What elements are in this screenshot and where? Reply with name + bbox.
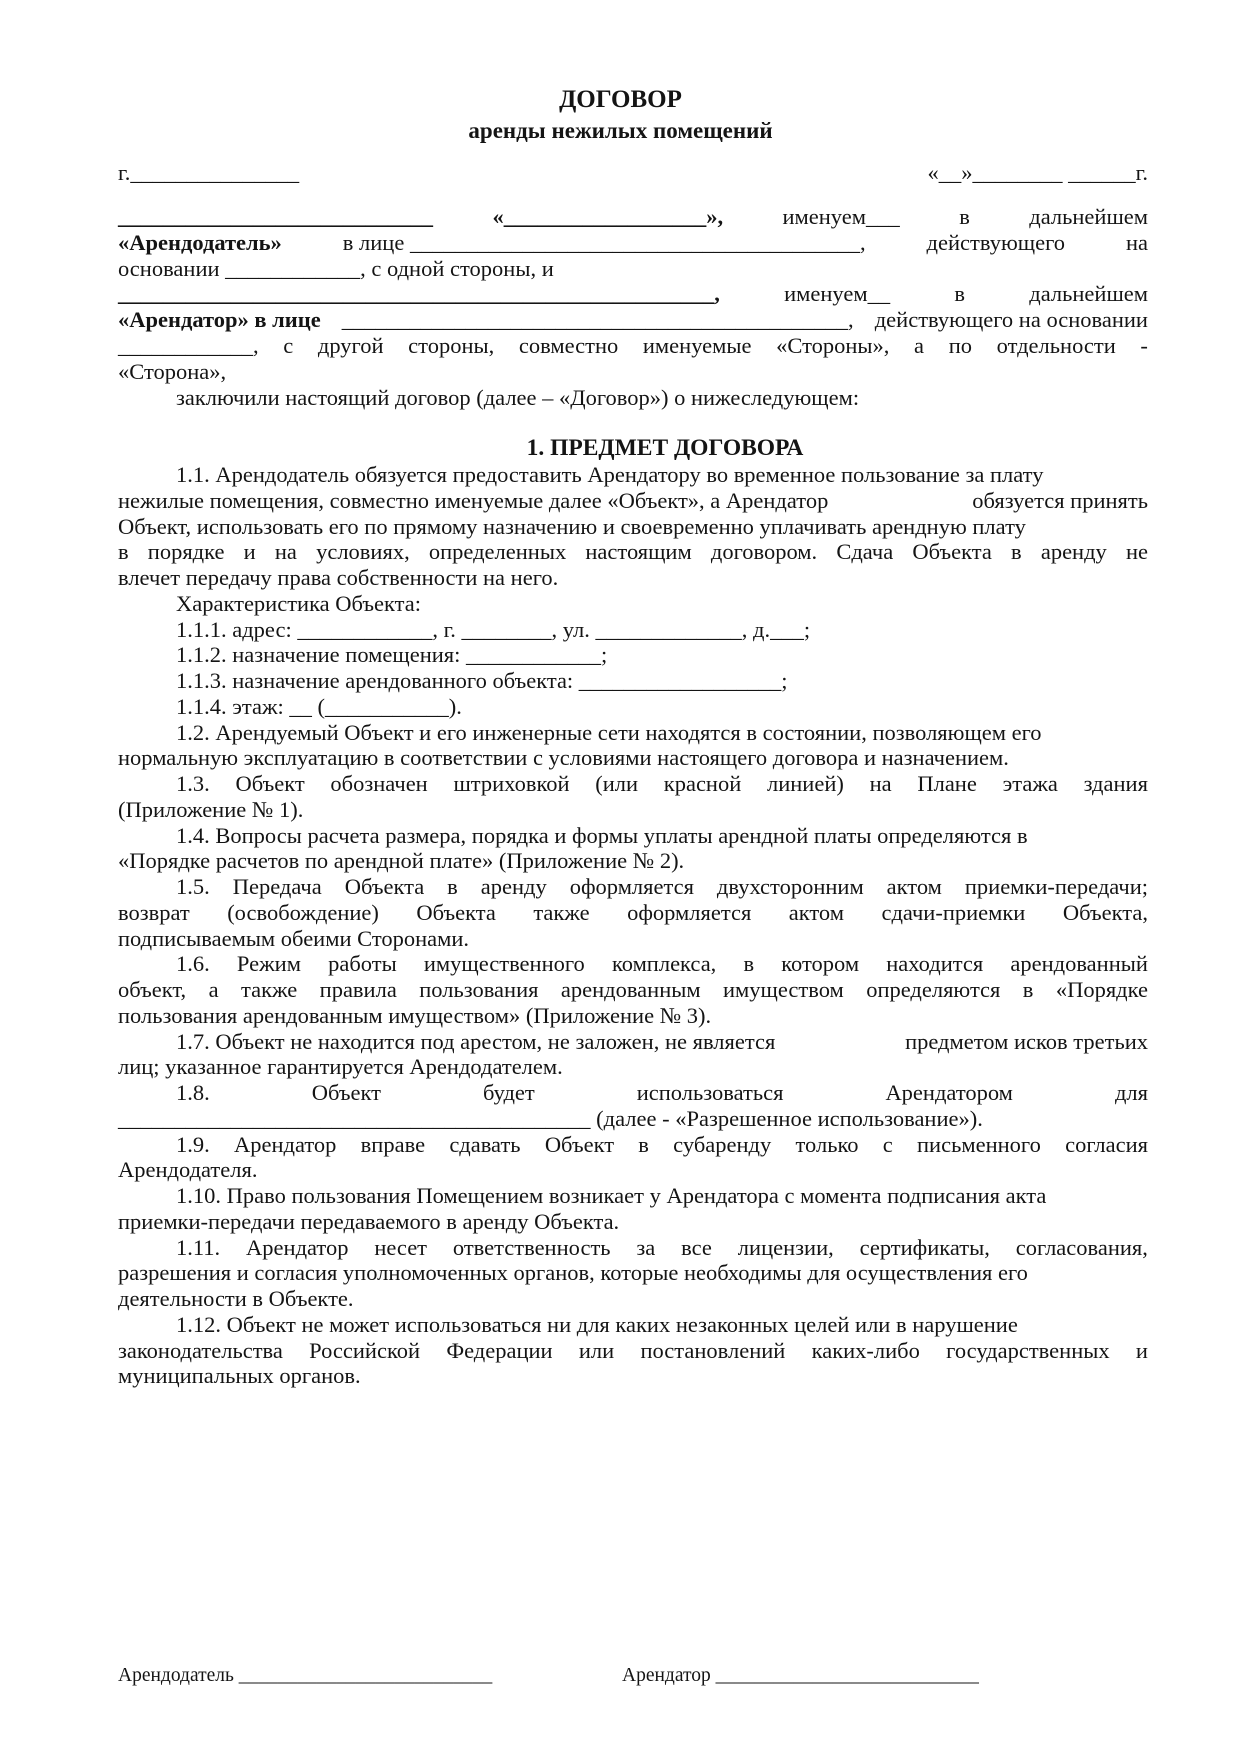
preamble-text: дальнейшем (1029, 204, 1148, 229)
preamble-text: именуемые (642, 333, 752, 358)
preamble-text: отдельности (996, 333, 1116, 358)
clause-line (118, 872, 1148, 901)
clause-text: (освобождение) (227, 899, 379, 925)
clause-line (118, 512, 1148, 541)
clause-text: согласования, (1015, 1234, 1148, 1260)
clause-line (118, 718, 1148, 747)
clause-text: комплекса, (611, 951, 717, 977)
preamble-text: именуем__ (784, 281, 891, 307)
clause-text: имущественного (423, 951, 585, 977)
preamble-line (118, 305, 1148, 334)
clause-text: Объекта (344, 874, 425, 899)
preamble-text: «__________________», (492, 204, 724, 229)
preamble-text: ____________, (118, 333, 259, 358)
clause-text: штриховкой (453, 771, 570, 796)
clause-line: (Приложение № 1). (118, 796, 304, 822)
clause-line (118, 821, 1148, 850)
clause-line: деятельности в Объекте. (118, 1286, 354, 1311)
clause-line (118, 769, 1148, 798)
clause-line (118, 537, 1148, 566)
clause-text: линией) (767, 771, 844, 796)
clause-text: Объект (544, 1131, 615, 1157)
clause-line (118, 1027, 1148, 1056)
clause-text: правила (319, 977, 397, 1002)
preamble-text: совместно (518, 333, 619, 358)
clause-text: Объект (311, 1080, 381, 1105)
clause-text: возврат (118, 899, 190, 925)
clause-text: работы (328, 951, 397, 977)
preamble-text: в (959, 204, 970, 229)
clause-text: оформляется (569, 874, 694, 899)
clause-text: 1.7. Объект не находится под арестом, не заложен, не является (176, 1028, 776, 1054)
clause-text: Федерации (446, 1337, 553, 1363)
clause-text: определенных (428, 539, 567, 565)
clause-text: только (795, 1131, 859, 1157)
clause-text: аренду (1040, 539, 1107, 565)
clause-text: письменного (917, 1131, 1041, 1157)
clause-text: постановлений (640, 1337, 786, 1363)
clause-line: 1.1.1. адрес: ____________, г. ________, ул. _____________, д.___; (176, 616, 811, 642)
section-1-heading: 1. ПРЕДМЕТ ДОГОВОРА (526, 435, 804, 461)
preamble-text: ____________________________ (118, 204, 433, 229)
document-subtitle: аренды нежилых помещений (468, 118, 773, 143)
clause-text: 1.2. Арендуемый Объект и его инженерные сети находятся в состоянии, позволяющем его (176, 719, 1042, 745)
clause-text: 1.8. (176, 1080, 210, 1105)
clause-text: условиях, (316, 539, 410, 565)
clause-text: определяются (866, 977, 1001, 1002)
preamble-line: заключили настоящий договор (далее – «Договор») о нижеследующем: (176, 384, 860, 410)
clause-text: имуществом (723, 977, 844, 1002)
clause-line (118, 1233, 1148, 1262)
clause-line (118, 1336, 1148, 1365)
clause-text: Арендатор (234, 1131, 337, 1157)
clause-text: актом (788, 899, 844, 925)
clause-text: каких-либо (811, 1337, 920, 1363)
preamble-text: в лице ________________________________________, (342, 229, 866, 255)
preamble-line (118, 228, 1148, 257)
clause-line: подписываемым обеими Сторонами. (118, 925, 470, 951)
preamble-text: на (1125, 229, 1148, 255)
clause-line (118, 1130, 1148, 1159)
clause-text: нежилые помещения, совместно именуемые далее «Объект», а Арендатор (118, 487, 829, 513)
preamble-text: «Стороны», (776, 333, 890, 358)
clause-text: лицензии, (737, 1234, 834, 1260)
clause-line (118, 460, 1148, 489)
clause-text: 1.4. Вопросы расчета размера, порядка и формы уплаты арендной платы определяются в (176, 822, 1028, 848)
clause-text: Объект, использовать его по прямому назначению и своевременно уплачивать арендную плату (118, 513, 1026, 539)
clause-text: с (882, 1131, 893, 1157)
clause-text: Передача (232, 874, 322, 899)
clause-text: Объекта (912, 539, 992, 565)
clause-text: не (1125, 539, 1148, 565)
clause-line (118, 898, 1148, 927)
clause-text: этажа (1002, 771, 1058, 796)
clause-text: законодательства (118, 1337, 283, 1363)
clause-text: ответственность (452, 1234, 611, 1260)
clause-text: актом (886, 874, 942, 899)
clause-text: арендованный (1010, 951, 1148, 977)
clause-text: Арендатор (246, 1234, 349, 1260)
preamble-text: _____________________________________________, (341, 307, 854, 333)
preamble-text: стороны, (408, 333, 495, 358)
clause-text: двухсторонним (716, 874, 864, 899)
preamble-line (118, 279, 1148, 308)
clause-text: и (243, 539, 256, 565)
clause-text: в (1022, 977, 1034, 1002)
clause-text: Арендатором (885, 1080, 1013, 1105)
clause-text: сертификаты, (859, 1234, 990, 1260)
clause-text: в (1011, 539, 1022, 565)
clause-text: Объекта (416, 899, 496, 925)
clause-text: пользования (419, 977, 539, 1002)
preamble-text: - (1140, 333, 1148, 358)
clause-line: 1.1.2. назначение помещения: ____________; (176, 642, 608, 668)
clause-text: в (743, 951, 755, 977)
clause-text: все (681, 1234, 712, 1260)
clause-text: обязуется принять (972, 487, 1148, 513)
preamble-line: «Сторона», (118, 358, 227, 384)
preamble-text: именуем___ (782, 204, 900, 229)
clause-line: 1.1.3. назначение арендованного объекта: __________________; (176, 668, 788, 693)
clause-text: 1.10. Право пользования Помещением возникает у Арендатора с момента подписания акта (176, 1183, 1047, 1208)
clause-line (118, 486, 1148, 515)
clause-text: субаренду (673, 1131, 772, 1157)
clause-line (118, 1258, 1148, 1287)
clause-text: или (578, 1337, 615, 1363)
clause-text: Режим (236, 951, 301, 977)
city-date-line (118, 158, 1148, 187)
clause-text: здания (1083, 771, 1148, 796)
clause-line: влечет передачу права собственности на него. (118, 565, 559, 590)
clause-text: государственных (946, 1337, 1110, 1363)
landlord-signature: Арендодатель __________________________ (118, 1665, 493, 1686)
clause-text: (или (595, 771, 639, 796)
clause-text: использоваться (636, 1080, 784, 1105)
clause-text: Плане (917, 771, 977, 796)
clause-text: Российской (309, 1337, 421, 1363)
clause-line (118, 949, 1148, 978)
clause-text: приемки-передачи; (964, 874, 1148, 899)
clause-text: на (274, 539, 297, 565)
clause-text: настоящим (585, 539, 692, 565)
clause-text: сдачи-приемки (881, 899, 1026, 925)
preamble-text: по (948, 333, 972, 358)
clause-text: порядке (147, 539, 225, 565)
clause-text: также (240, 977, 298, 1002)
clause-text: в (118, 539, 129, 565)
date-field: «__»________ ______г. (927, 160, 1148, 185)
clause-text: арендованным (560, 977, 701, 1002)
preamble-text: а (914, 333, 925, 358)
clause-text: оформляется (627, 899, 752, 925)
city-field: г._______________ (118, 160, 300, 185)
clause-text: Сдача (836, 539, 894, 565)
clause-line: пользования арендованным имуществом» (Приложение № 3). (118, 1002, 712, 1028)
clause-line (118, 1310, 1148, 1339)
preamble-text: в (954, 281, 965, 307)
clause-line (118, 1181, 1148, 1210)
clause-text: 1.9. (176, 1131, 210, 1157)
clause-line: нормальную эксплуатацию в соответствии с условиями настоящего договора и назначением. (118, 745, 1009, 771)
preamble-text: _____________________________________________________, (118, 281, 720, 307)
clause-text: сдавать (449, 1131, 521, 1157)
clause-text: предметом исков третьих (905, 1028, 1148, 1054)
clause-text: 1.6. (176, 951, 210, 977)
clause-text: будет (483, 1080, 535, 1105)
preamble-text: с (283, 333, 294, 358)
clause-text: «Порядке (1055, 977, 1148, 1002)
clause-text: красной (663, 771, 742, 796)
clause-text: за (636, 1234, 656, 1260)
clause-text: вправе (360, 1131, 426, 1157)
clause-line: Арендодателя. (118, 1157, 258, 1183)
clause-text: и (1135, 1337, 1148, 1363)
clause-text: также (533, 899, 590, 925)
clause-text: 1.11. (176, 1234, 221, 1260)
clause-line (118, 975, 1148, 1004)
clause-text: а (208, 977, 219, 1002)
clause-text: согласия (1065, 1131, 1148, 1157)
tenant-signature: Арендатор ___________________________ (622, 1665, 979, 1686)
clause-text: аренду (480, 874, 547, 899)
clause-text: договором. (710, 539, 818, 565)
clause-text: в (447, 874, 458, 899)
clause-text: на (869, 771, 892, 796)
clause-line: муниципальных органов. (118, 1363, 361, 1389)
clause-text: 1.5. (176, 874, 210, 899)
preamble-text: действующего (926, 229, 1065, 255)
clause-text: котором (781, 951, 860, 977)
clause-text: для (1114, 1080, 1148, 1105)
preamble-text: другой (317, 333, 384, 358)
clause-text: 1.1. Арендодатель обязуется предоставить Арендатору во временное пользование за плату (176, 462, 1044, 487)
clause-text: обозначен (330, 771, 428, 796)
clause-text: несет (374, 1234, 428, 1260)
clause-text: 1.3. (176, 771, 210, 796)
clause-line: 1.1.4. этаж: __ (___________). (176, 693, 462, 719)
preamble-text: дальнейшем (1029, 281, 1148, 307)
clause-text: 1.12. Объект не может использоваться ни для каких незаконных целей или в нарушение (176, 1311, 1018, 1337)
preamble-text: «Арендодатель» (118, 229, 282, 255)
clause-text: в (638, 1131, 649, 1157)
preamble-line: основании ____________, с одной стороны, и (118, 255, 554, 281)
clause-line: приемки-передачи передаваемого в аренду Объекта. (118, 1208, 620, 1234)
clause-text: находится (886, 951, 984, 977)
clause-text: разрешения и согласия уполномоченных органов, которые необходимы для осуществления его (118, 1260, 1028, 1286)
clause-text: объект, (118, 977, 187, 1002)
clause-line: __________________________________________ (далее - «Разрешенное использование»). (118, 1105, 983, 1131)
clause-line: Характеристика Объекта: (176, 590, 422, 616)
preamble-line (118, 202, 1148, 231)
document-title: ДОГОВОР (559, 86, 682, 113)
clause-line (118, 1078, 1148, 1107)
preamble-text: действующего на основании (874, 307, 1148, 333)
preamble-text: «Арендатор» в лице (118, 307, 321, 333)
preamble-line (118, 331, 1148, 360)
clause-line: лиц; указанное гарантируется Арендодателем. (118, 1054, 563, 1080)
clause-text: Объект (235, 771, 305, 796)
clause-text: Объекта, (1062, 899, 1148, 925)
clause-line: «Порядке расчетов по арендной плате» (Приложение № 2). (118, 848, 685, 874)
